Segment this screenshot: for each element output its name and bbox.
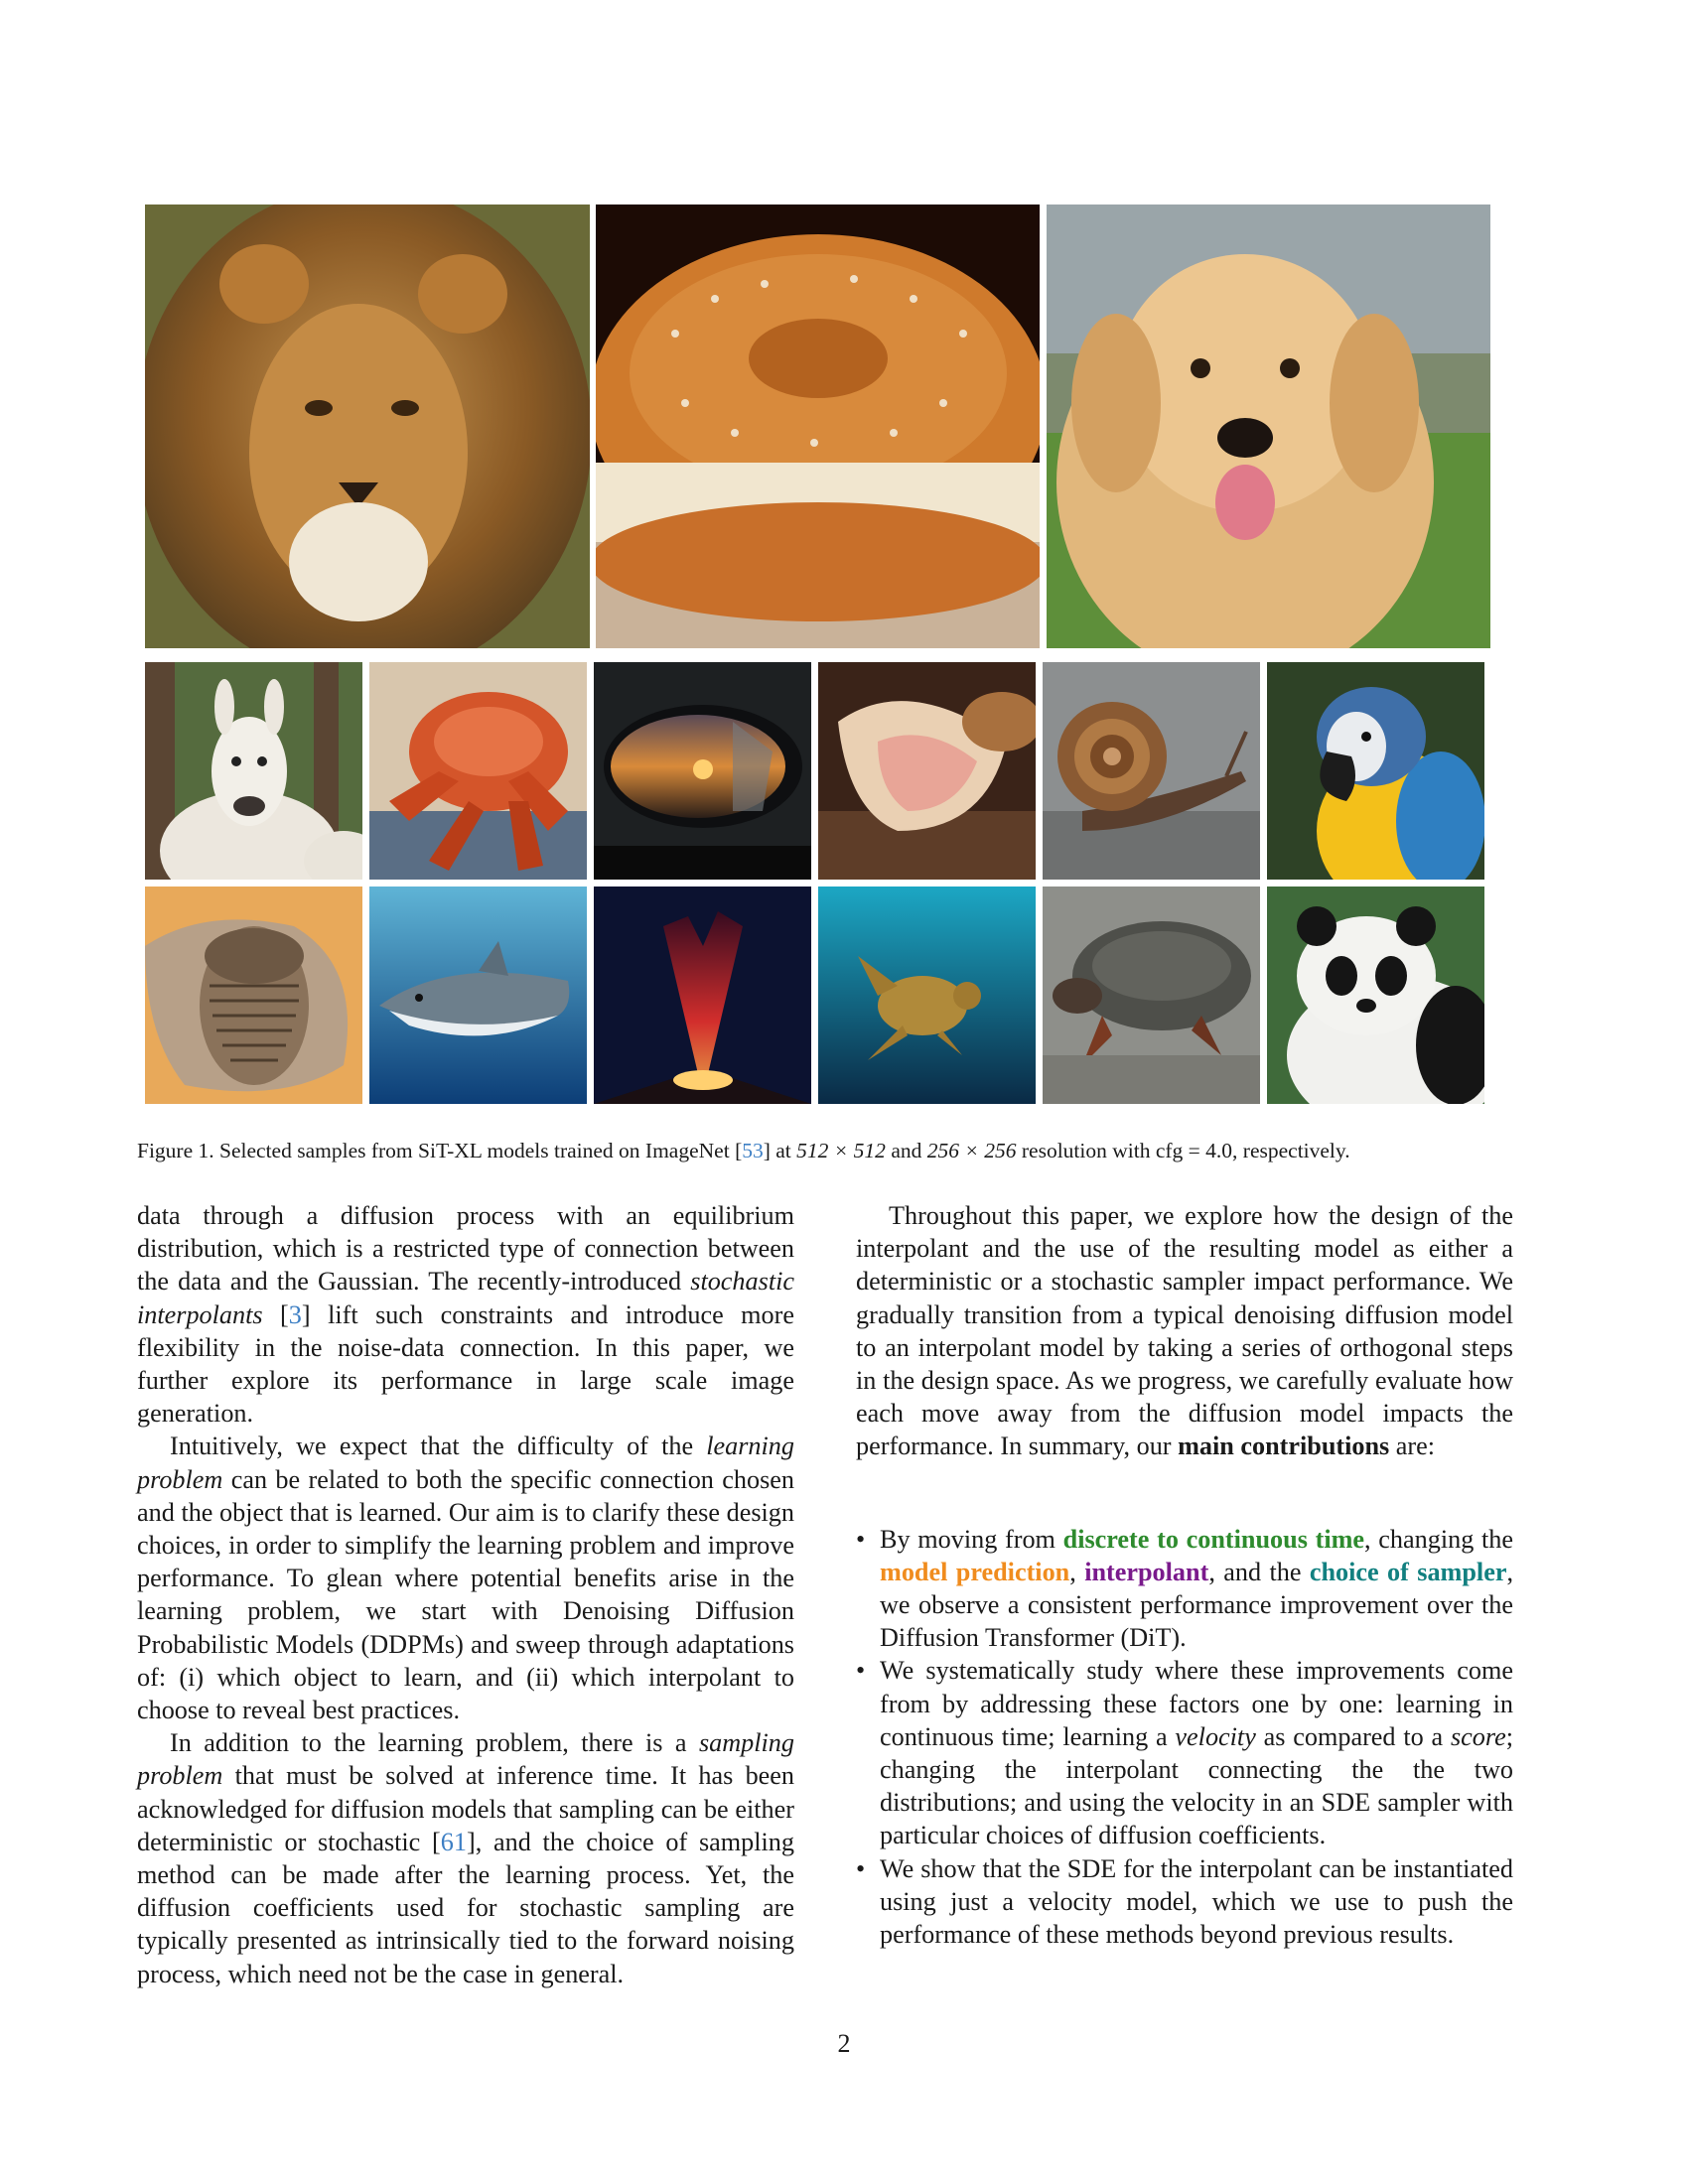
bullet-icon: • xyxy=(856,1853,866,1883)
citation-link[interactable]: 61 xyxy=(440,1827,467,1856)
caption-text: and xyxy=(885,1139,927,1162)
sample-image-llama xyxy=(145,662,362,880)
sample-image-side-mirror-sunset xyxy=(594,662,811,880)
figure-caption xyxy=(137,1137,1557,1164)
sample-image-lion xyxy=(145,205,590,648)
caption-text: ] at xyxy=(763,1139,797,1162)
sample-image-volcano xyxy=(594,887,811,1104)
list-item: • We show that the SDE for the interpolant can be instantiated using just a velocity model, which we use to push the performance of these methods beyond previous results. xyxy=(856,1853,1513,1950)
sample-image-giant-panda xyxy=(1267,887,1484,1104)
bullet-icon: • xyxy=(856,1656,866,1686)
sample-image-great-white-shark xyxy=(369,887,587,1104)
sample-image-conch-shell xyxy=(818,662,1036,880)
sample-image-bagel xyxy=(596,205,1040,648)
caption-text: resolution with cfg = 4.0, respectively. xyxy=(1016,1139,1350,1162)
sample-image-snail xyxy=(1043,662,1260,880)
caption-resolution: 512 × 512 xyxy=(796,1139,886,1162)
citation-link[interactable]: 3 xyxy=(288,1299,302,1329)
sample-image-trilobite xyxy=(145,887,362,1104)
left-column xyxy=(137,1199,794,1990)
contributions-list xyxy=(856,1523,1513,1952)
paragraph: data through a diffusion process with an equilibrium distribution, which is a restricted type of connection between the data and the Gaussian. The recently-introduced stochastic interpolants [3] lift such constraints and introduce more flexibility in the noise-data connection. In this paper, we further explore its performance in large scale image generation. xyxy=(137,1201,794,1429)
bullet-icon: • xyxy=(856,1524,866,1554)
list-item: • By moving from discrete to continuous time, changing the model prediction, interpolant, and the choice of sampler, we observe a consistent performance improvement over the Diffusion Transformer (DiT). xyxy=(856,1524,1514,1653)
sample-image-king-crab xyxy=(369,662,587,880)
list-item: • We systematically study where these improvements come from by addressing these factors one by one: learning in continuous time; learning a velocity as compared to a score; changing the interpolant connecting the the two distributions; and using the velocity in an SDE sampler with particular choices of diffusion coefficients. xyxy=(856,1656,1513,1850)
sample-image-mud-turtle xyxy=(1043,887,1260,1104)
sample-image-sea-turtle xyxy=(818,887,1036,1104)
paragraph: Throughout this paper, we explore how the design of the interpolant and the use of the resulting model as either a deterministic or a stochastic sampler impact performance. We gradually transition from a typical denoising diffusion model to an interpolant model by taking a series of orthogonal steps in the design space. As we progress, we carefully evaluate how each move away from the diffusion model impacts the performance. In summary, our main contributions are: xyxy=(856,1201,1513,1461)
citation-link[interactable]: 53 xyxy=(742,1139,764,1162)
sample-image-golden-retriever xyxy=(1047,205,1490,648)
paragraph: In addition to the learning problem, there is a sampling problem that must be solved at inference time. It has been acknowledged for diffusion models that sampling can be either deterministic or stochastic [61], and the choice of sampling method can be made after the learning process. Yet, the diffusion coefficients used for stochastic sampling are typically presented as intrinsically tied to the forward noising process, which need not be the case in general. xyxy=(137,1728,794,1988)
paragraph: Intuitively, we expect that the difficulty of the learning problem can be related to both the specific connection chosen and the object that is learned. Our aim is to clarify these design choices, in order to simplify the learning problem and improve performance. To glean where potential benefits arise in the learning problem, we start with Denoising Diffusion Probabilistic Models (DDPMs) and sweep through adaptations of: (i) which object to learn, and (ii) which interpolant to choose to reveal best practices. xyxy=(137,1432,794,1725)
sample-image-macaw xyxy=(1267,662,1484,880)
right-column xyxy=(856,1199,1513,1951)
caption-resolution: 256 × 256 xyxy=(926,1139,1017,1162)
caption-text: Figure 1. Selected samples from SiT-XL models trained on ImageNet [ xyxy=(137,1139,743,1162)
page-number: 2 xyxy=(837,2029,851,2058)
